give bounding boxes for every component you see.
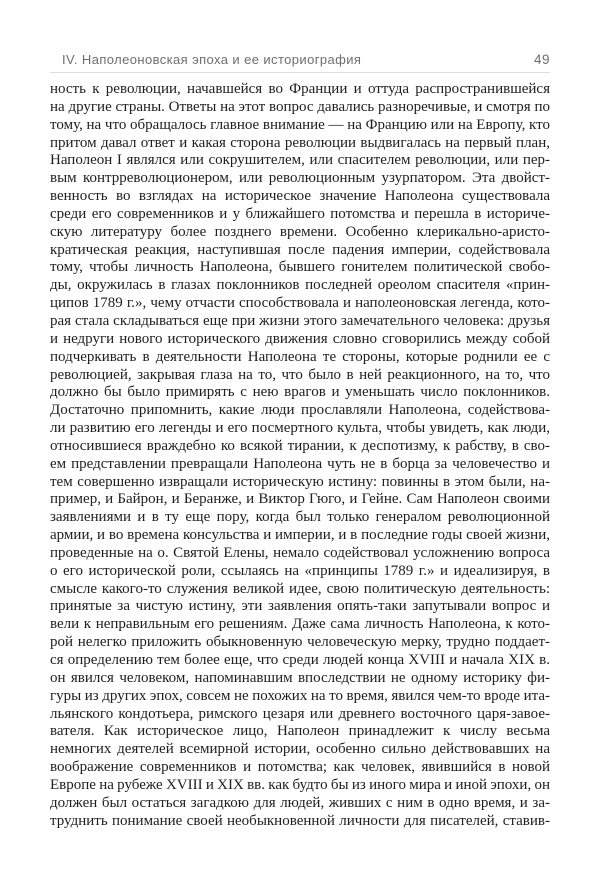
text-line: заявлениями и в ту еще пору, когда был только генералом революционной — [50, 509, 550, 526]
text-line: он явился человеком, напоминавшим впоследствии не одному историку фи- — [50, 669, 550, 686]
text-line: вателя. Как историческое лицо, Наполеон принадлежит к числу весьма — [50, 723, 550, 740]
text-line: скую литературу более позднего времени. Особенно клерикально-аристо- — [50, 223, 550, 240]
page-number: 49 — [533, 52, 550, 67]
text-line: должен был остаться загадкою для людей, живших с ним в одно время, и за- — [50, 794, 550, 811]
text-line: вым контрреволюционером, или революционным узурпатором. Эта двойст- — [50, 170, 550, 187]
text-line: среди его современников и у ближайшего потомства и перешла в историче- — [50, 205, 550, 222]
text-line: кратическая реакция, наступившая после падения империи, содействовала — [50, 241, 550, 258]
text-line: тому, чтобы личность Наполеона, бывшего гонителем политической свобо- — [50, 259, 550, 276]
text-line: принятые за чистую истину, эти заявления опять-таки запутывали вопрос и — [50, 598, 550, 615]
text-line: пример, и Байрон, и Беранже, и Виктор Гюго, и Гейне. Сам Наполеон своими — [50, 491, 550, 508]
text-line: немногих деятелей всемирной истории, особенно сильно действовавших на — [50, 741, 550, 758]
text-line: ся определению тем более еще, что среди людей конца XVIII и начала XIX в. — [50, 652, 550, 668]
text-line: Наполеон I являлся или сокрушителем, или спасителем революции, или пер- — [50, 152, 550, 169]
text-line: венность во взглядах на историческое значение Наполеона существовала — [50, 188, 550, 205]
text-line: подчеркивать в деятельности Наполеона те стороны, которые роднили ее с — [50, 348, 550, 365]
text-line: рая стала складываться еще при жизни этого замечательного человека: друзья — [50, 312, 550, 329]
text-line: тому, на что обращалось главное внимание — на Францию или на Европу, кто — [50, 116, 550, 133]
text-line: и недруги нового исторического движения словно сговорились между собой — [50, 330, 550, 347]
text-line: армии, и во времена консульства и империи, и в последние годы своей жизни, — [50, 527, 550, 544]
text-line: смысле какого-то служения великой идее, свою политическую деятельность: — [50, 580, 550, 597]
text-line: вели к неправильным его решениям. Даже сама личность Наполеона, к кото- — [50, 616, 550, 633]
text-line: гуры из других эпох, совсем не похожих на то время, явился чем-то вроде ита- — [50, 687, 550, 704]
text-line: рой нелегко приложить обыкновенную человеческую мерку, трудно поддает- — [50, 634, 550, 651]
text-line: тем совершенно извращали историческую истину: повинны в этом были, на- — [50, 473, 550, 490]
text-line: о его исторической роли, ссылаясь на «принципы 1789 г.» и идеализируя, в — [50, 562, 550, 579]
text-line: ли развитию его легенды и его посмертного культа, чтобы увидеть, как люди, — [50, 420, 550, 437]
text-line: льянского кондотьера, римского цезаря или древнего восточного царя-завое- — [50, 705, 550, 722]
text-line: ды, окружилась в глазах поклонников последней ореолом спасителя «прин- — [50, 277, 550, 294]
chapter-header: IV. Наполеоновская эпоха и ее историография — [62, 52, 362, 67]
text-line: на другие страны. Ответы на этот вопрос давались разноречивые, и смотря по — [50, 98, 550, 115]
text-line: относившиеся враждебно ко всякой тирании, к деспотизму, к рабству, в сво- — [50, 437, 550, 454]
text-line: ем представлении превращали Наполеона чуть не в борца за человечество и — [50, 455, 550, 472]
text-line: труднить понимание своей необыкновенной личности для писателей, ставив- — [50, 812, 550, 829]
page-header — [62, 52, 550, 67]
text-line: воображение современников и потомства; как человек, явившийся в новой — [50, 759, 550, 776]
text-line: притом давал ответ и какая сторона революции выдвигалась на первый план, — [50, 134, 550, 151]
text-line: Достаточно припомнить, какие люди прославляли Наполеона, содействова- — [50, 402, 550, 419]
text-line: ность к революции, начавшейся во Франции и оттуда распространившейся — [50, 81, 550, 97]
text-line: Европе на рубеже XVIII и XIX вв. как будто бы из иного мира и иной эпохи, он — [50, 776, 550, 793]
text-line: ципов 1789 г.», чему отчасти способствовала и наполеоновская легенда, кото- — [50, 295, 550, 312]
text-line: должно бы было примирять с нею врагов и уменьшать число поклонников. — [50, 384, 550, 401]
text-line: революцией, закрывая глаза на то, что было в ней реакционного, на то, что — [50, 366, 550, 383]
page-text — [50, 81, 550, 830]
text-line: проведенные на о. Святой Елены, немало содействовал усложнению вопроса — [50, 544, 550, 561]
header-rule — [50, 72, 550, 73]
